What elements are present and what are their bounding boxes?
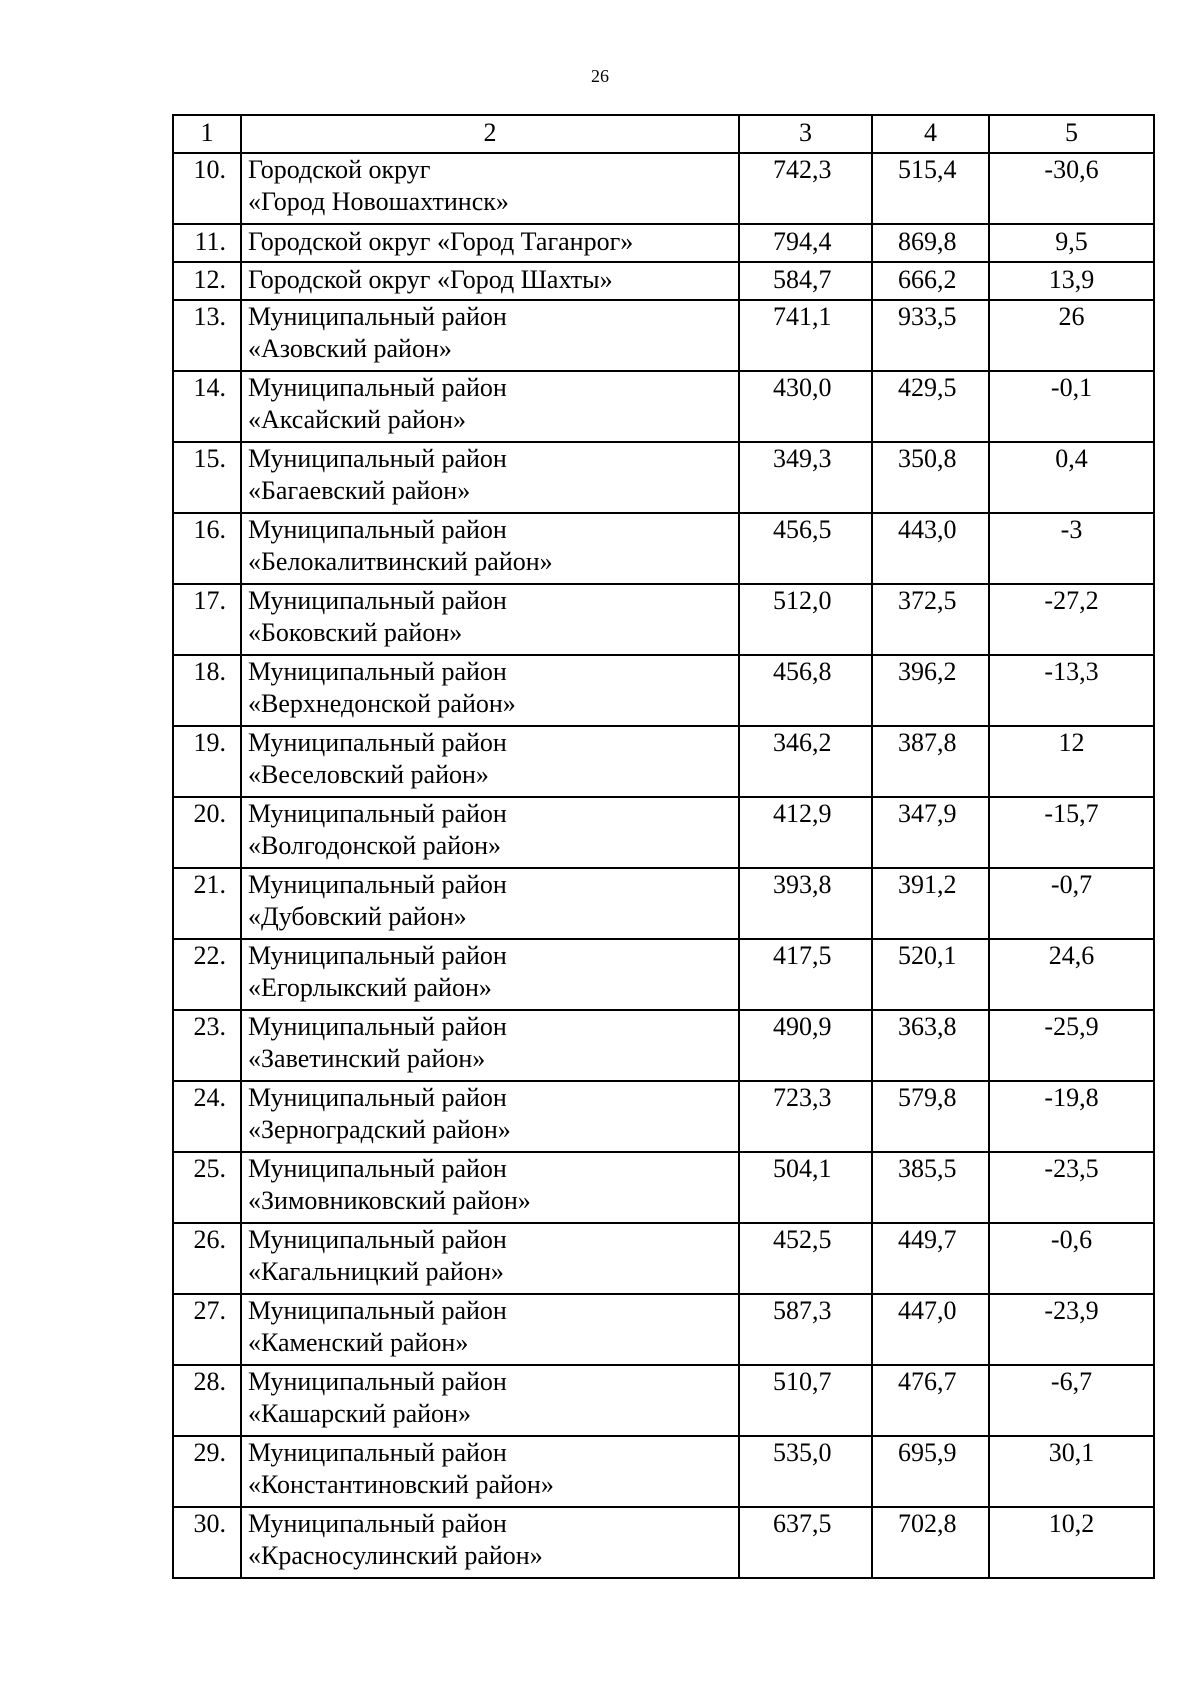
row-number-cell: 24. [173,1081,241,1152]
table-row [173,726,1154,797]
value-cell-col5: -0,6 [989,1223,1154,1294]
value-cell-col3: 456,8 [739,655,872,726]
column-header: 3 [739,115,872,153]
municipality-name-cell [241,262,739,300]
municipality-type: Городской округ [248,155,431,184]
municipality-type: Муниципальный район [248,444,507,473]
row-number-cell: 16. [173,513,241,584]
municipality-name: «Багаевский район» [248,476,471,505]
value-cell-col4: 447,0 [872,1294,989,1365]
row-number-cell: 10. [173,153,241,224]
municipality-name: «Волгодонской район» [248,831,502,860]
municipality-type: Муниципальный район [248,1367,507,1396]
value-cell-col4: 363,8 [872,1010,989,1081]
value-cell-col4: 869,8 [872,224,989,262]
value-cell-col3: 587,3 [739,1294,872,1365]
value-cell-col5: 0,4 [989,442,1154,513]
municipality-name-cell [241,1152,739,1223]
table-row [173,1152,1154,1223]
municipality-name-cell [241,1436,739,1507]
value-cell-col4: 387,8 [872,726,989,797]
municipality-type: Муниципальный район [248,870,507,899]
value-cell-col5: 30,1 [989,1436,1154,1507]
table-row [173,442,1154,513]
value-cell-col4: 666,2 [872,262,989,300]
municipality-name: «Город Новошахтинск» [248,187,509,216]
municipality-type: Городской округ «Город Шахты» [248,265,613,294]
municipality-name: «Боковский район» [248,618,463,647]
row-number-cell: 17. [173,584,241,655]
value-cell-col4: 350,8 [872,442,989,513]
row-number-cell: 11. [173,224,241,262]
municipality-name: «Азовский район» [248,334,452,363]
table-row [173,224,1154,262]
municipality-name: «Аксайский район» [248,405,466,434]
value-cell-col3: 346,2 [739,726,872,797]
municipality-name-cell [241,513,739,584]
municipality-name: «Кагальницкий район» [248,1257,504,1286]
value-cell-col5: -13,3 [989,655,1154,726]
row-number-cell: 12. [173,262,241,300]
row-number-cell: 20. [173,797,241,868]
municipality-name-cell [241,442,739,513]
municipality-type: Муниципальный район [248,728,507,757]
municipality-name-cell [241,939,739,1010]
municipality-name: «Егорлыкский район» [248,973,492,1002]
value-cell-col5: -6,7 [989,1365,1154,1436]
value-cell-col3: 584,7 [739,262,872,300]
municipality-name-cell [241,1507,739,1578]
value-cell-col5: -23,5 [989,1152,1154,1223]
value-cell-col4: 520,1 [872,939,989,1010]
municipality-name: «Верхнедонской район» [248,689,516,718]
municipality-type: Муниципальный район [248,1012,507,1041]
value-cell-col4: 385,5 [872,1152,989,1223]
row-number-cell: 28. [173,1365,241,1436]
value-cell-col4: 515,4 [872,153,989,224]
table-row [173,1294,1154,1365]
value-cell-col3: 349,3 [739,442,872,513]
column-header: 5 [989,115,1154,153]
municipality-name-cell [241,1223,739,1294]
municipality-type: Муниципальный район [248,1154,507,1183]
value-cell-col3: 456,5 [739,513,872,584]
value-cell-col5: -23,9 [989,1294,1154,1365]
value-cell-col4: 579,8 [872,1081,989,1152]
row-number-cell: 22. [173,939,241,1010]
table-body [173,153,1154,1578]
value-cell-col5: 13,9 [989,262,1154,300]
table-row [173,939,1154,1010]
row-number-cell: 23. [173,1010,241,1081]
value-cell-col3: 741,1 [739,300,872,371]
municipality-name-cell [241,726,739,797]
value-cell-col3: 504,1 [739,1152,872,1223]
row-number-cell: 14. [173,371,241,442]
municipality-name: «Константиновский район» [248,1470,554,1499]
table-row [173,1010,1154,1081]
table-row [173,584,1154,655]
value-cell-col3: 742,3 [739,153,872,224]
value-cell-col5: 26 [989,300,1154,371]
page-number: 26 [591,66,609,86]
value-cell-col4: 396,2 [872,655,989,726]
value-cell-col5: -15,7 [989,797,1154,868]
row-number-cell: 19. [173,726,241,797]
value-cell-col5: -0,1 [989,371,1154,442]
municipality-name-cell [241,224,739,262]
data-table [172,114,1155,1579]
table-row [173,1365,1154,1436]
value-cell-col4: 429,5 [872,371,989,442]
municipality-type: Муниципальный район [248,586,507,615]
table-row [173,655,1154,726]
table-header-row [173,115,1154,153]
value-cell-col5: -25,9 [989,1010,1154,1081]
value-cell-col5: -3 [989,513,1154,584]
value-cell-col5: -30,6 [989,153,1154,224]
value-cell-col4: 443,0 [872,513,989,584]
value-cell-col5: -27,2 [989,584,1154,655]
value-cell-col4: 702,8 [872,1507,989,1578]
value-cell-col3: 452,5 [739,1223,872,1294]
table-row [173,1436,1154,1507]
value-cell-col5: -19,8 [989,1081,1154,1152]
value-cell-col3: 393,8 [739,868,872,939]
row-number-cell: 15. [173,442,241,513]
value-cell-col5: 9,5 [989,224,1154,262]
value-cell-col4: 372,5 [872,584,989,655]
value-cell-col3: 510,7 [739,1365,872,1436]
value-cell-col3: 490,9 [739,1010,872,1081]
municipality-name-cell [241,584,739,655]
table-row [173,1223,1154,1294]
row-number-cell: 27. [173,1294,241,1365]
value-cell-col3: 430,0 [739,371,872,442]
municipality-name-cell [241,1081,739,1152]
value-cell-col5: 24,6 [989,939,1154,1010]
row-number-cell: 18. [173,655,241,726]
municipality-type: Муниципальный район [248,1438,507,1467]
municipality-type: Муниципальный район [248,1296,507,1325]
table-row [173,300,1154,371]
municipality-type: Муниципальный район [248,373,507,402]
row-number-cell: 29. [173,1436,241,1507]
municipality-name: «Зерноградский район» [248,1115,511,1144]
municipality-name: «Дубовский район» [248,902,467,931]
value-cell-col5: 12 [989,726,1154,797]
municipality-name-cell [241,868,739,939]
table-row [173,513,1154,584]
value-cell-col3: 512,0 [739,584,872,655]
municipality-name-cell [241,300,739,371]
column-header: 1 [173,115,241,153]
value-cell-col4: 476,7 [872,1365,989,1436]
municipality-type: Муниципальный район [248,1509,507,1538]
municipality-type: Муниципальный район [248,657,507,686]
municipality-type: Муниципальный район [248,1225,507,1254]
value-cell-col5: -0,7 [989,868,1154,939]
municipality-name-cell [241,153,739,224]
column-header: 2 [241,115,739,153]
municipality-name-cell [241,1010,739,1081]
municipality-name-cell [241,1294,739,1365]
table-row [173,868,1154,939]
column-header: 4 [872,115,989,153]
value-cell-col3: 412,9 [739,797,872,868]
value-cell-col4: 695,9 [872,1436,989,1507]
municipality-type: Муниципальный район [248,1083,507,1112]
row-number-cell: 26. [173,1223,241,1294]
municipality-name: «Веселовский район» [248,760,489,789]
value-cell-col3: 723,3 [739,1081,872,1152]
municipality-type: Муниципальный район [248,799,507,828]
municipality-type: Муниципальный район [248,302,507,331]
value-cell-col4: 347,9 [872,797,989,868]
table-row [173,153,1154,224]
municipality-name-cell [241,797,739,868]
value-cell-col4: 449,7 [872,1223,989,1294]
municipality-type: Муниципальный район [248,515,507,544]
municipality-name: «Зимовниковский район» [248,1186,531,1215]
municipality-name-cell [241,655,739,726]
row-number-cell: 13. [173,300,241,371]
value-cell-col5: 10,2 [989,1507,1154,1578]
row-number-cell: 25. [173,1152,241,1223]
municipality-name: «Каменский район» [248,1328,469,1357]
value-cell-col3: 535,0 [739,1436,872,1507]
table-row [173,371,1154,442]
table-row [173,262,1154,300]
municipality-name: «Заветинский район» [248,1044,486,1073]
municipality-name: «Красносулинский район» [248,1541,543,1570]
value-cell-col4: 933,5 [872,300,989,371]
municipality-name-cell [241,371,739,442]
row-number-cell: 21. [173,868,241,939]
municipality-type: Муниципальный район [248,941,507,970]
table-row [173,797,1154,868]
municipality-name: «Кашарский район» [248,1399,471,1428]
value-cell-col3: 637,5 [739,1507,872,1578]
value-cell-col3: 417,5 [739,939,872,1010]
municipality-type: Городской округ «Город Таганрог» [248,227,634,256]
municipality-name: «Белокалитвинский район» [248,547,553,576]
table-row [173,1507,1154,1578]
row-number-cell: 30. [173,1507,241,1578]
municipality-name-cell [241,1365,739,1436]
table-row [173,1081,1154,1152]
value-cell-col3: 794,4 [739,224,872,262]
value-cell-col4: 391,2 [872,868,989,939]
